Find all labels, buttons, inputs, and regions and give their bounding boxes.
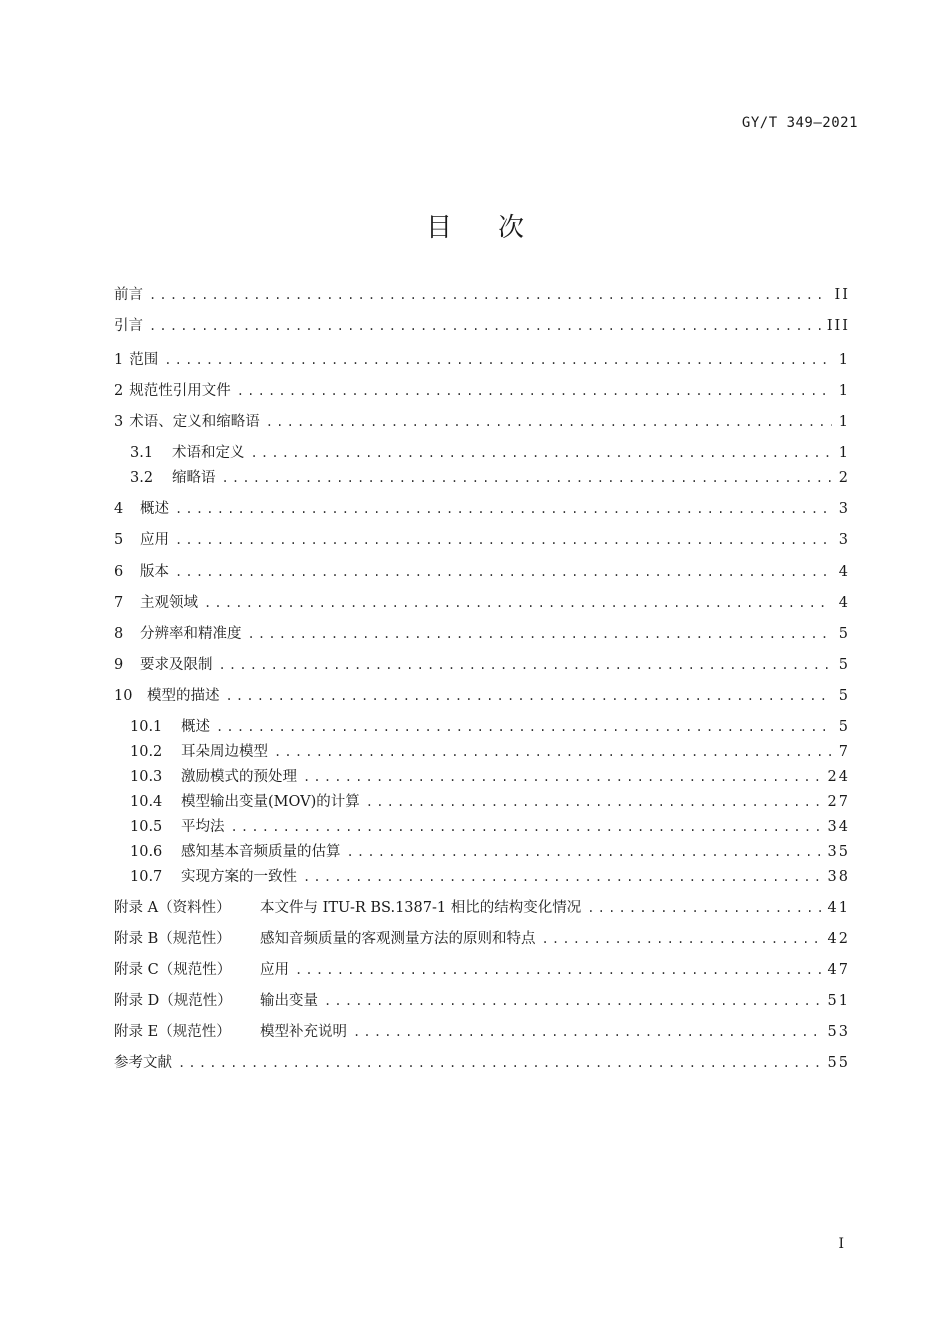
toc-entry[interactable] <box>114 959 850 981</box>
toc-number: 2 <box>114 383 124 399</box>
toc-label: 感知基本音频质量的估算 <box>181 844 341 860</box>
toc-leader <box>164 349 832 371</box>
toc-label: 平均法 <box>181 819 225 835</box>
toc-number: 10.5 <box>130 819 163 835</box>
toc-leader <box>237 380 832 402</box>
toc-label: 参考文献 <box>114 1055 172 1071</box>
toc-leader <box>266 411 832 433</box>
toc-label: 输出变量 <box>260 993 318 1009</box>
toc-page: 27 <box>827 794 850 810</box>
toc-number: 附录 A（资料性） <box>114 900 231 916</box>
toc-leader <box>366 791 822 813</box>
toc-leader <box>303 866 822 888</box>
toc-entry[interactable] <box>114 592 850 614</box>
toc-page: 5 <box>838 626 850 642</box>
toc-page: 4 <box>838 564 850 580</box>
toc-leader <box>178 1052 822 1074</box>
toc-page: 24 <box>827 769 850 785</box>
toc-leader <box>248 623 833 645</box>
toc-label: 模型的描述 <box>147 688 220 704</box>
toc-page: II <box>834 287 850 303</box>
toc-number: 8 <box>114 626 124 642</box>
toc-label: 主观领域 <box>140 595 198 611</box>
footer-page-number: I <box>838 1236 844 1252</box>
toc-entry[interactable] <box>114 1052 850 1074</box>
toc-number: 10.1 <box>130 719 163 735</box>
toc-entry[interactable] <box>114 1021 850 1043</box>
toc-entry[interactable] <box>114 623 850 645</box>
toc-label: 感知音频质量的客观测量方法的原则和特点 <box>260 931 536 947</box>
toc-number: 5 <box>114 532 124 548</box>
toc-leader <box>347 841 822 863</box>
toc-number: 10.7 <box>130 869 163 885</box>
toc-entry[interactable] <box>114 529 850 551</box>
toc-page: 3 <box>838 532 850 548</box>
toc-number: 10.3 <box>130 769 163 785</box>
toc-entry[interactable] <box>114 990 850 1012</box>
toc-entry[interactable] <box>114 928 850 950</box>
toc-leader <box>204 592 832 614</box>
toc-label: 模型输出变量(MOV)的计算 <box>181 794 360 810</box>
toc-page: 41 <box>827 900 850 916</box>
toc-label: 激励模式的预处理 <box>181 769 297 785</box>
toc-label: 引言 <box>114 318 143 334</box>
toc-label: 缩略语 <box>172 470 216 486</box>
toc-number: 附录 C（规范性） <box>114 962 232 978</box>
toc-page: 1 <box>838 383 850 399</box>
toc-page: 1 <box>838 445 850 461</box>
toc-entry[interactable] <box>114 380 850 402</box>
toc-page: 5 <box>838 688 850 704</box>
toc-leader <box>587 897 821 919</box>
toc-page: 4 <box>838 595 850 611</box>
toc-number: 10.4 <box>130 794 163 810</box>
toc-label: 概述 <box>140 501 169 517</box>
toc-leader <box>222 467 833 489</box>
toc-leader <box>251 442 833 464</box>
toc-entry[interactable] <box>114 685 850 707</box>
toc-number: 10.6 <box>130 844 163 860</box>
toc-entry[interactable] <box>114 315 850 337</box>
toc-entry[interactable] <box>114 816 850 838</box>
toc-leader <box>542 928 822 950</box>
toc-entry[interactable] <box>114 349 850 371</box>
toc-leader <box>274 741 832 763</box>
toc-entry[interactable] <box>114 442 850 464</box>
toc-number: 7 <box>114 595 124 611</box>
toc-page: 55 <box>827 1055 850 1071</box>
toc-leader <box>175 529 832 551</box>
toc-number: 10.2 <box>130 744 163 760</box>
toc-number: 10 <box>114 688 133 704</box>
toc-leader <box>303 766 822 788</box>
standard-code: GY/T 349—2021 <box>741 115 858 131</box>
toc-number: 1 <box>114 352 124 368</box>
toc-page: 1 <box>838 352 850 368</box>
toc-label: 范围 <box>129 352 159 368</box>
toc-page: 51 <box>827 993 850 1009</box>
toc-page: 5 <box>838 657 850 673</box>
toc-page: 35 <box>827 844 850 860</box>
toc-entry[interactable] <box>114 897 850 919</box>
toc-page: 7 <box>838 744 850 760</box>
title-char-1: 目 <box>425 213 452 243</box>
toc-label: 模型补充说明 <box>260 1024 347 1040</box>
toc-label: 术语、定义和缩略语 <box>129 414 260 430</box>
toc-entry[interactable] <box>114 654 850 676</box>
toc-page: 38 <box>827 869 850 885</box>
toc-number: 3.1 <box>130 445 154 461</box>
toc-number: 附录 B（规范性） <box>114 931 231 947</box>
toc-entry[interactable] <box>114 791 850 813</box>
toc-number: 4 <box>114 501 124 517</box>
toc-page: 5 <box>838 719 850 735</box>
toc-entry[interactable] <box>114 766 850 788</box>
toc-label: 概述 <box>181 719 210 735</box>
toc-label: 实现方案的一致性 <box>181 869 297 885</box>
toc-entry[interactable] <box>114 498 850 520</box>
toc-page: 47 <box>827 962 850 978</box>
toc-label: 耳朵周边模型 <box>181 744 268 760</box>
toc-number: 9 <box>114 657 124 673</box>
toc-page: 3 <box>838 501 850 517</box>
toc-entry[interactable] <box>114 411 850 433</box>
toc-label: 版本 <box>140 564 169 580</box>
toc-page: III <box>826 318 850 334</box>
toc-entry[interactable] <box>114 716 850 738</box>
toc-page: 53 <box>827 1024 850 1040</box>
page-title <box>0 207 950 244</box>
toc-label: 应用 <box>140 532 169 548</box>
toc-entry[interactable] <box>114 467 850 489</box>
toc-label: 本文件与 ITU-R BS.1387-1 相比的结构变化情况 <box>260 900 582 916</box>
toc-entry[interactable] <box>114 741 850 763</box>
toc-entry[interactable] <box>114 841 850 863</box>
toc-number: 3 <box>114 414 124 430</box>
toc-page: 42 <box>827 931 850 947</box>
toc-leader <box>353 1021 822 1043</box>
toc-page: 34 <box>827 819 850 835</box>
toc-label: 要求及限制 <box>140 657 213 673</box>
toc-number: 3.2 <box>130 470 154 486</box>
toc-leader <box>175 561 832 583</box>
toc-label: 应用 <box>260 962 289 978</box>
toc-leader <box>219 654 833 676</box>
toc-entry[interactable] <box>114 866 850 888</box>
toc-leader <box>216 716 832 738</box>
toc-page: 2 <box>838 470 850 486</box>
toc-number: 6 <box>114 564 124 580</box>
toc-number: 附录 D（规范性） <box>114 993 232 1009</box>
toc-leader <box>324 990 822 1012</box>
toc-leader <box>231 816 822 838</box>
toc-label: 术语和定义 <box>172 445 245 461</box>
toc-page: 1 <box>838 414 850 430</box>
toc-leader <box>295 959 822 981</box>
toc-label: 分辨率和精准度 <box>140 626 242 642</box>
toc-leader <box>149 315 821 337</box>
toc-leader <box>175 498 832 520</box>
toc-label: 前言 <box>114 287 143 303</box>
toc-leader <box>149 284 829 306</box>
toc-number: 附录 E（规范性） <box>114 1024 231 1040</box>
title-char-2: 次 <box>498 213 525 243</box>
toc-leader <box>226 685 833 707</box>
toc-entry[interactable] <box>114 561 850 583</box>
toc-label: 规范性引用文件 <box>129 383 231 399</box>
toc-entry[interactable] <box>114 284 850 306</box>
